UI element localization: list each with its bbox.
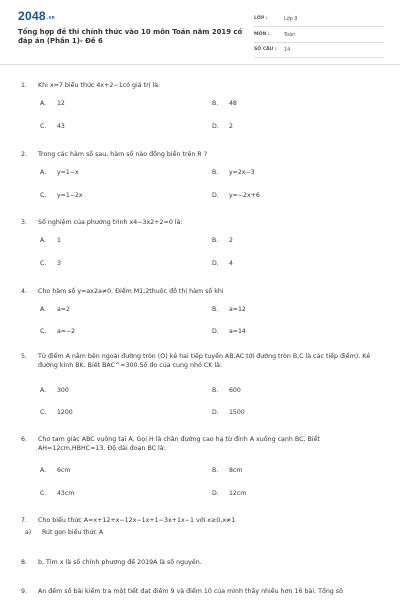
option-value: a=12 — [229, 306, 246, 313]
question-number: 6. — [21, 436, 28, 443]
question-text: Cho hàm số y=ax2a≠0. Điểm M1;2thuộc đồ thị hàm số khi — [38, 288, 224, 295]
option-value: 1500 — [229, 409, 245, 416]
meta-key: SỐ CÂU : — [254, 47, 277, 52]
option-label: B. — [212, 237, 219, 244]
option-label: A. — [40, 100, 47, 107]
option-value: 300 — [57, 387, 69, 394]
option-label: C. — [40, 490, 47, 497]
question-number: 7. — [21, 517, 28, 524]
option-label: A. — [40, 237, 47, 244]
question-number: 3. — [21, 219, 28, 226]
question-number: 1. — [21, 82, 28, 89]
option-value: a=−2 — [57, 328, 76, 335]
option-label: C. — [40, 123, 47, 130]
option-label: D. — [212, 123, 219, 130]
meta-row-class — [254, 14, 384, 27]
option-label: B. — [212, 169, 219, 176]
logo-suffix: .vn — [46, 15, 56, 21]
option-label: D. — [212, 328, 219, 335]
site-logo[interactable] — [18, 9, 55, 23]
question-text: Số nghiệm của phương trình x4−3x2+2=0 là: — [38, 219, 183, 226]
option-value: y=−2x+6 — [229, 192, 260, 199]
option-label: C. — [40, 192, 47, 199]
option-value: 12cm — [229, 490, 247, 497]
option-value: 2 — [229, 123, 233, 130]
option-value: y=1−x — [57, 169, 79, 176]
document-header — [0, 0, 400, 64]
option-label: C. — [40, 260, 47, 267]
question-text: Cho tam giác ABC vuông tại A. Gọi H là chân đường cao hạ từ đỉnh A xuống cạnh BC, Biết AH=12cm,HBHC=13. Độ dài đoạn BC là: — [38, 436, 320, 453]
sub-label: a) — [25, 529, 32, 536]
meta-value: 14 — [284, 47, 291, 53]
option-value: 1 — [57, 237, 61, 244]
option-value: 8cm — [229, 467, 243, 474]
document-title: Tổng hợp đề thi chính thức vào 10 môn Toán năm 2019 có đáp án (Phần 1)- Đề 6 — [18, 28, 243, 45]
option-label: D. — [212, 192, 219, 199]
option-value: 43 — [57, 123, 65, 130]
meta-value: Lớp 9 — [284, 16, 298, 22]
option-value: 2 — [229, 237, 233, 244]
option-value: 600 — [229, 387, 241, 394]
option-label: D. — [212, 409, 219, 416]
option-value: 3 — [57, 260, 61, 267]
meta-key: LỚP : — [254, 16, 268, 21]
option-label: B. — [212, 387, 219, 394]
option-value: 12 — [57, 100, 65, 107]
question-text: Khi x=7 biểu thức 4x+2−1có giá trị là: — [38, 82, 161, 89]
option-value: a=14 — [229, 328, 246, 335]
option-value: 4 — [229, 260, 233, 267]
option-label: B. — [212, 306, 219, 313]
meta-key: MÔN : — [254, 32, 270, 37]
question-text: b, Tìm x là số chính phương để 2019A là số nguyên. — [38, 559, 202, 566]
option-label: A. — [40, 306, 47, 313]
option-value: y=1−2x — [57, 192, 83, 199]
question-number: 9. — [21, 588, 28, 595]
question-text: Từ điểm A nằm bên ngoài đường tròn (O) kẻ hai tiếp tuyến AB,AC tới đường tròn B,C là các tiếp điểm). Kẻ đường kính BK. Biết BAC^=300.Số đo của cung nhỏ CK là: — [38, 353, 371, 370]
question-text: An đếm số bài kiểm tra một tiết đạt điểm 9 và điểm 10 của mình thấy nhiều hơn 16 bài. Tổng số — [38, 588, 343, 595]
option-value: 43cm — [57, 490, 75, 497]
header-divider — [0, 64, 400, 65]
meta-value: Toán — [284, 32, 296, 38]
question-text: Cho biểu thức A=x+12+x−12x−1x+1−3x+1x−1 với x≥0,x≠1 — [38, 517, 236, 524]
option-value: a=2 — [57, 306, 70, 313]
option-label: C. — [40, 328, 47, 335]
option-label: D. — [212, 490, 219, 497]
question-number: 5. — [21, 353, 28, 360]
logo-text: 2048 — [18, 9, 46, 23]
option-value: 6cm — [57, 467, 71, 474]
meta-row-subject — [254, 30, 384, 43]
option-value: 1200 — [57, 409, 73, 416]
meta-row-count — [254, 45, 384, 58]
option-label: A. — [40, 467, 47, 474]
option-label: B. — [212, 100, 219, 107]
sub-text: Rút gọn biểu thức A — [42, 529, 104, 536]
option-value: 48 — [229, 100, 237, 107]
question-number: 4. — [21, 288, 28, 295]
question-text: Trong các hàm số sau, hàm số nào đồng biến trên R ? — [38, 151, 208, 158]
question-number: 8. — [21, 559, 28, 566]
option-value: y=2x−3 — [229, 169, 255, 176]
option-label: A. — [40, 387, 47, 394]
option-label: D. — [212, 260, 219, 267]
option-label: A. — [40, 169, 47, 176]
option-label: C. — [40, 409, 47, 416]
question-number: 2. — [21, 151, 28, 158]
option-label: B. — [212, 467, 219, 474]
